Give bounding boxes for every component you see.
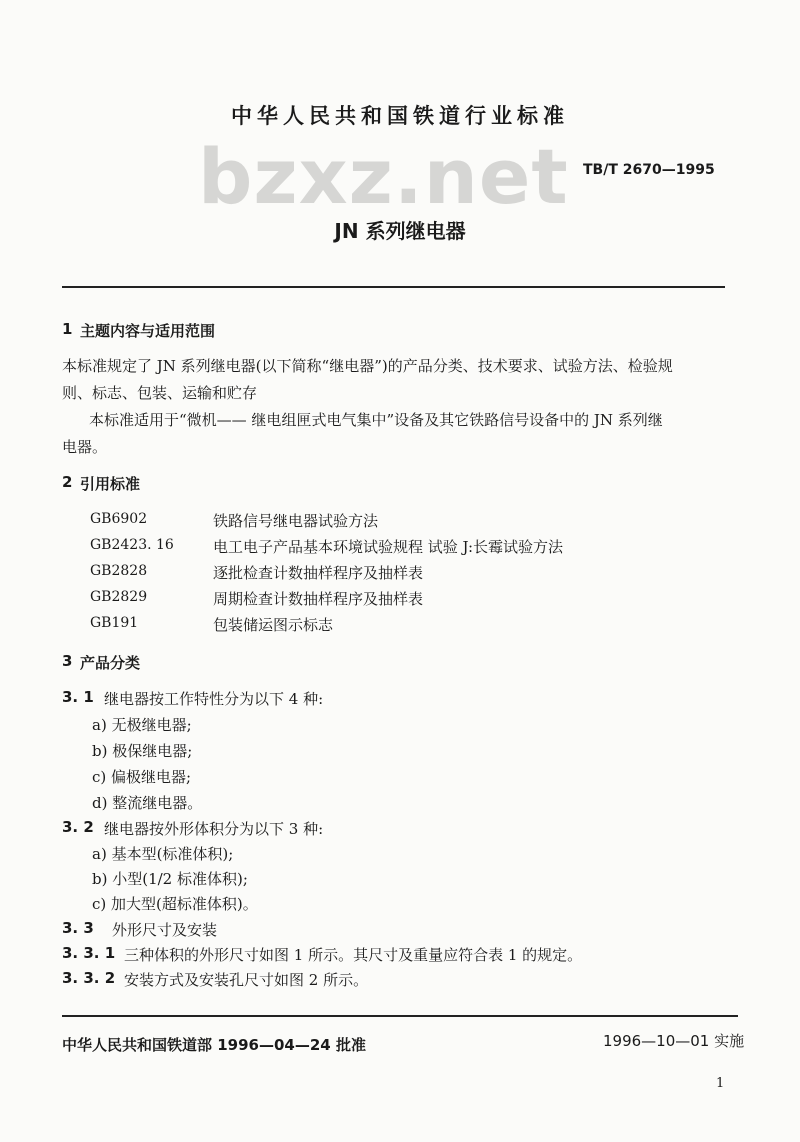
clause-3-1-number: 3. 1 [62,688,94,706]
section-1-title: 主题内容与适用范围 [80,322,216,340]
section-1-number: 1 [62,320,73,338]
list-item: b) 小型(1/2 标准体积); [92,870,248,888]
section-1-para-1-line-2: 则、标志、包装、运输和贮存 [62,384,258,402]
reference-code: GB2423. 16 [90,537,174,553]
clause-3-3-text: 外形尺寸及安装 [112,921,218,939]
reference-name: 包装储运图示标志 [213,616,334,634]
document-title: JN 系列继电器 [334,219,466,243]
footer-divider [62,1015,738,1017]
clause-3-3-1-text: 三种体积的外形尺寸如图 1 所示。其尺寸及重量应符合表 1 的规定。 [124,946,583,964]
list-item: d) 整流继电器。 [92,794,203,812]
section-3-number: 3 [62,652,73,670]
list-item: c) 偏极继电器; [92,768,192,786]
reference-code: GB6902 [90,511,148,527]
standard-code: TB/T 2670—1995 [583,162,715,178]
effective-date: 1996—10—01 实施 [603,1032,745,1050]
clause-3-3-1-number: 3. 3. 1 [62,944,116,962]
list-item: a) 无极继电器; [92,716,192,734]
header-divider [62,286,725,288]
clause-3-2-text: 继电器按外形体积分为以下 3 种: [104,820,324,838]
list-item: a) 基本型(标准体积); [92,845,234,863]
clause-3-2-number: 3. 2 [62,818,94,836]
reference-code: GB2829 [90,589,148,605]
clause-3-3-2-number: 3. 3. 2 [62,969,116,987]
list-item: c) 加大型(超标准体积)。 [92,895,258,913]
clause-3-1-text: 继电器按工作特性分为以下 4 种: [104,690,324,708]
reference-name: 逐批检查计数抽样程序及抽样表 [213,564,424,582]
watermark: bzxz.net [198,132,569,221]
section-3-title: 产品分类 [80,654,141,672]
page-number: 1 [716,1076,725,1091]
clause-3-3-number: 3. 3 [62,919,94,937]
section-1-para-2-line-1: 本标准适用于“微机—— 继电组匣式电气集中”设备及其它铁路信号设备中的 JN 系列继 [89,411,663,429]
reference-name: 周期检查计数抽样程序及抽样表 [213,590,424,608]
reference-name: 铁路信号继电器试验方法 [213,512,379,530]
reference-code: GB2828 [90,563,148,579]
reference-code: GB191 [90,615,139,631]
reference-name: 电工电子产品基本环境试验规程 试验 J:长霉试验方法 [213,538,563,556]
section-1-para-2-line-2: 电器。 [62,438,108,456]
list-item: b) 极保继电器; [92,742,193,760]
section-2-title: 引用标准 [80,475,141,493]
section-2-number: 2 [62,473,73,491]
approval-line: 中华人民共和国铁道部 1996—04—24 批准 [62,1036,366,1054]
clause-3-3-2-text: 安装方式及安装孔尺寸如图 2 所示。 [124,971,369,989]
standard-category-title: 中华人民共和国铁道行业标准 [231,104,569,128]
section-1-para-1-line-1: 本标准规定了 JN 系列继电器(以下简称“继电器”)的产品分类、技术要求、试验方法、检验规 [62,357,673,375]
